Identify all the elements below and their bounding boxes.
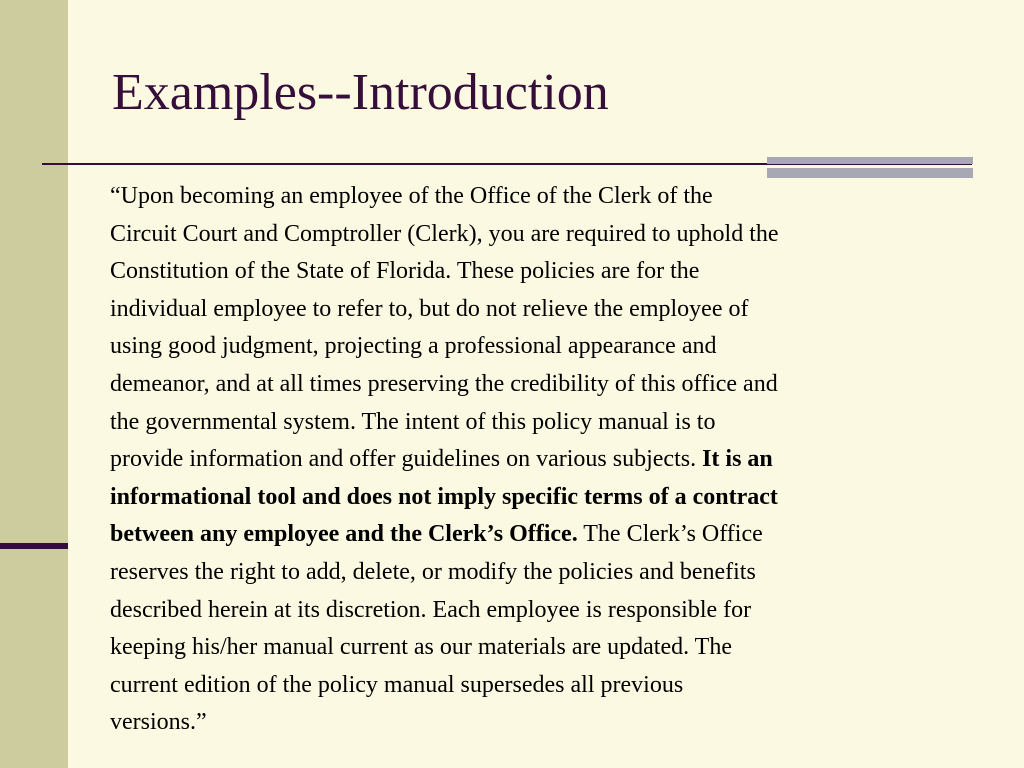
body-text-run: “Upon becoming an employee of the Office of the Clerk of the: [110, 183, 713, 209]
body-text-run: demeanor, and at all times preserving the credibility of this office and: [110, 370, 778, 397]
body-line: [110, 592, 996, 630]
body-line: [110, 629, 996, 667]
body-text-run: The Clerk’s Office: [577, 521, 763, 548]
body-line: [110, 178, 996, 216]
body-text-run: provide information and offer guidelines on various subjects.: [110, 446, 703, 473]
body-text-bold-run: It is an: [702, 446, 773, 473]
slide-title: Examples--Introduction: [112, 64, 609, 121]
slide-body-text: [110, 178, 996, 742]
body-text-run: Constitution of the State of Florida. These policies are for the: [110, 258, 700, 285]
body-line: [110, 441, 996, 479]
body-text-run: keeping his/her manual current as our materials are updated. The: [110, 634, 732, 661]
body-line: [110, 328, 996, 366]
left-accent-bar: [0, 543, 68, 549]
body-line: [110, 516, 996, 554]
body-line: [110, 479, 996, 517]
body-line: [110, 366, 996, 404]
body-line: [110, 667, 996, 705]
body-text-bold-run: between any employee and the Clerk’s Office.: [110, 521, 578, 548]
body-text-run: the governmental system. The intent of this policy manual is to: [110, 408, 716, 435]
body-text-run: described herein at its discretion. Each employee is responsible for: [110, 596, 752, 623]
right-decorative-bar-bottom: [767, 168, 973, 178]
body-text-run: individual employee to refer to, but do not relieve the employee of: [110, 295, 749, 322]
body-text-run: reserves the right to add, delete, or modify the policies and benefits: [110, 558, 756, 585]
right-decorative-bar-top: [767, 157, 973, 164]
body-line: [110, 253, 996, 291]
body-line: [110, 404, 996, 442]
body-line: [110, 291, 996, 329]
body-text-run: using good judgment, projecting a professional appearance and: [110, 333, 717, 360]
body-text-run: current edition of the policy manual supersedes all previous: [110, 671, 684, 698]
left-decorative-band: [0, 0, 68, 768]
body-text-bold-run: informational tool and does not imply specific terms of a contract: [110, 483, 778, 510]
body-text-run: Circuit Court and Comptroller (Clerk), you are required to uphold the: [110, 220, 779, 247]
body-line: [110, 704, 996, 742]
body-line: [110, 554, 996, 592]
body-text-run: versions.”: [110, 709, 207, 736]
body-line: [110, 216, 996, 254]
